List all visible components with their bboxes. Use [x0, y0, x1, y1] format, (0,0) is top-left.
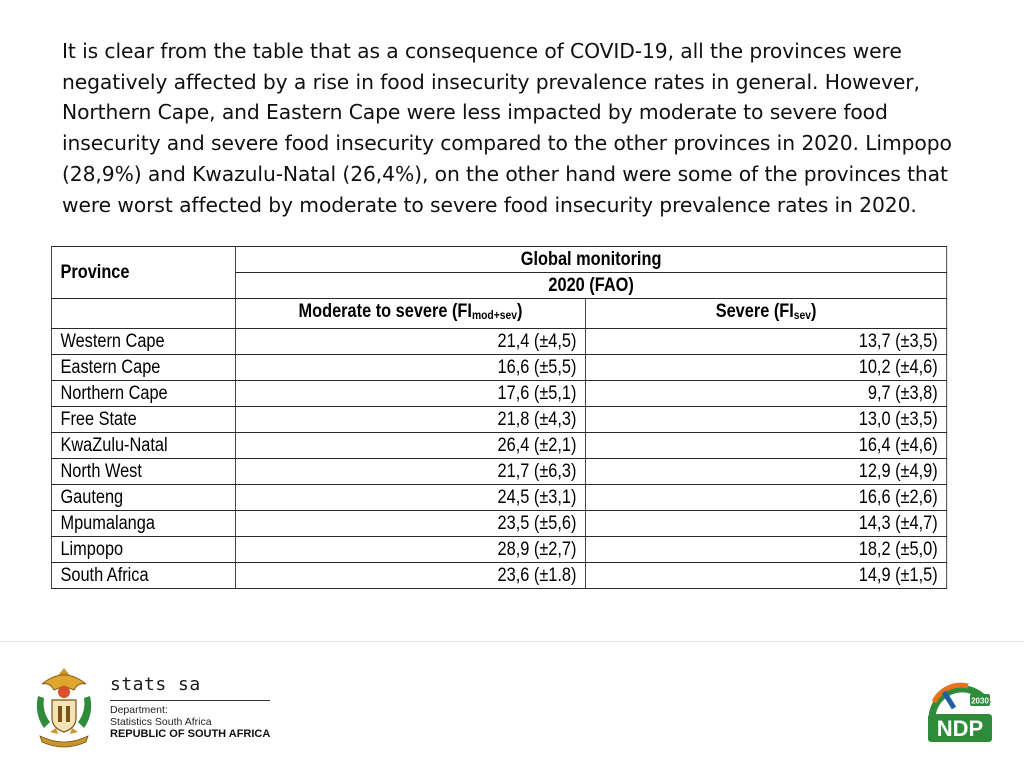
table-row: KwaZulu-Natal 26,4 (±2,1) 16,4 (±4,6) — [51, 433, 946, 459]
global-monitoring-header: Global monitoring — [235, 247, 946, 273]
table-row-total: South Africa 23,6 (±1.8) 14,9 (±1,5) — [51, 563, 946, 589]
moderate-to-severe-header: Moderate to severe $(FI_{mod+sev})$ — [235, 299, 585, 329]
wordmark-underline — [110, 700, 270, 701]
intro-paragraph: It is clear from the table that as a consequence of COVID-19, all the provinces were negatively affected by a rise in food insecurity prevalence rates in general. However, Northern Cape, and Eastern Cape were less impacted by moderate to severe food insecurity and severe food insecurity compared to the other provinces in 2020. Limpopo (28,9%) and Kwazulu-Natal (26,4%), on the other hand were some of the provinces that were worst affected by moderate to severe food insecurity prevalence rates in 2020. — [62, 39, 952, 217]
ndp-year: 2030 — [971, 696, 989, 706]
table-row: Western Cape 21,4 (±4,5) 13,7 (±3,5) — [51, 329, 946, 355]
food-insecurity-table — [51, 246, 947, 589]
empty-header-cell — [51, 299, 235, 329]
coat-of-arms-icon — [28, 662, 100, 752]
table-row: North West 21,7 (±6,3) 12,9 (±4,9) — [51, 459, 946, 485]
table-row: Mpumalanga 23,5 (±5,6) 14,3 (±4,7) — [51, 511, 946, 537]
ndp-2030-logo-icon — [924, 678, 996, 746]
footer-divider — [0, 641, 1024, 642]
severe-header: Severe $(FI_{sev})$ — [585, 299, 946, 329]
department-label: Department: — [110, 704, 168, 716]
table-row: Limpopo 28,9 (±2,7) 18,2 (±5,0) — [51, 537, 946, 563]
department-name: Statistics South Africa — [110, 715, 212, 728]
table-row: Free State 21,8 (±4,3) 13,0 (±3,5) — [51, 407, 946, 433]
year-source-header: 2020 (FAO) — [235, 273, 946, 299]
ndp-wordmark: NDP — [936, 716, 984, 741]
table-row: Northern Cape 17,6 (±5,1) 9,7 (±3,8) — [51, 381, 946, 407]
table-row: Eastern Cape 16,6 (±5,5) 10,2 (±4,6) — [51, 355, 946, 381]
stats-sa-wordmark: stats sa — [110, 674, 201, 695]
country-name: REPUBLIC OF SOUTH AFRICA — [110, 728, 271, 740]
table-row: Gauteng 24,5 (±3,1) 16,6 (±2,6) — [51, 485, 946, 511]
province-header: Province — [51, 247, 235, 299]
